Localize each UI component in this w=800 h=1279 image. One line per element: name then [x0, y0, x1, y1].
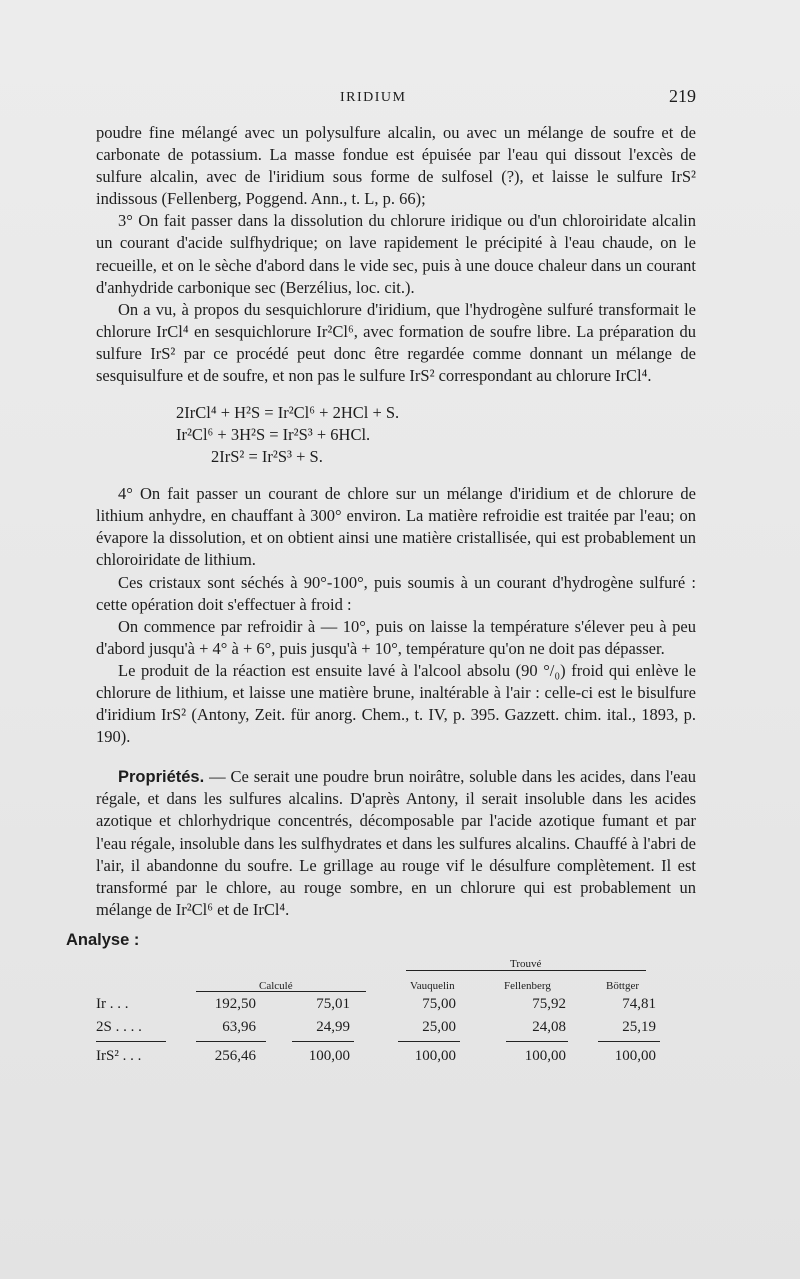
equation-2: Ir²Cl⁶ + 3H²S = Ir²S³ + 6HCl.	[176, 425, 371, 445]
calc-percent-cell: 24,99	[316, 1019, 350, 1035]
paragraph-continuation: poudre fine mélangé avec un polysulfure alcalin, ou avec un mélange de soufre et de carbonate de potassium. La masse fondue est épuisée par l'eau qui dissout l'excès de sulfure alcalin, avec de l'iridium sous forme de sulfosel (?), et laisse le sulfure IrS² indissous (Fellenberg, Poggend. Ann., t. L, p. 66);	[96, 123, 696, 209]
fellenberg-cell: 100,00	[524, 1048, 566, 1064]
fellenberg-cell: 24,08	[532, 1019, 566, 1035]
body-text	[66, 122, 696, 1093]
analysis-table	[96, 953, 696, 1093]
group-header-calcule: Calculé	[259, 980, 293, 992]
row-label: 2S . . . .	[96, 1019, 142, 1035]
row-label: Ir . . .	[96, 996, 129, 1012]
calcule-rule	[196, 991, 366, 992]
equation-block	[176, 402, 696, 468]
calc-mass-cell: 63,96	[222, 1019, 256, 1035]
sum-rule	[598, 1041, 660, 1042]
table-row-s	[96, 1016, 696, 1040]
page-header	[0, 86, 800, 114]
fellenberg-cell: 75,92	[532, 996, 566, 1012]
trouve-rule	[406, 970, 646, 971]
table-row-ir	[96, 993, 696, 1017]
properties-text: — Ce serait une poudre brun noirâtre, soluble dans les acides, dans l'eau régale, et dans les sulfures alcalins. D'après Antony, il serait insoluble dans les acides azotique et chlorhydrique concentrés, décomposable par l'acide azotique fumant et par l'eau régale, insoluble dans les sulfhydrates et dans les sulfures alcalins. Chauffé à l'abri de l'air, il abandonne du soufre. Le grillage au rouge vif le désulfure complètement. Il est transformé par le chlore, au rouge sombre, en un chlorure qui est probablement un mélange de Ir²Cl⁶ et de IrCl⁴.	[96, 767, 696, 919]
paragraph-product: Le produit de la réaction est ensuite lavé à l'alcool absolu (90 °/₀) froid qui enlève le chlorure de lithium, et laisse une matière brune, inaltérable à l'air : celle-ci est le bisulfure d'iridium IrS² (Antony, Zeit. für anorg. Chem., t. IV, p. 395. Gazzett. chim. ital., 1893, p. 190).	[96, 660, 696, 747]
group-header-trouve: Trouvé	[510, 958, 542, 970]
paragraph-method-3: 3° On fait passer dans la dissolution du chlorure iridique ou d'un chloroiridate alcalin un courant d'acide sulfhydrique; on lave rapidement le précipité à l'eau chaude, on le recueille, et on le sèche d'abord dans le vide sec, puis à une douce chaleur dans un courant d'anhydride carbonique sec (Berzélius, loc. cit.).	[96, 211, 696, 297]
equation-3: 2IrS² = Ir²S³ + S.	[211, 447, 323, 467]
sum-rule	[506, 1041, 568, 1042]
sum-rule	[398, 1041, 460, 1042]
sum-rule	[96, 1041, 166, 1042]
calc-percent-cell: 75,01	[316, 996, 350, 1012]
calc-mass-cell: 192,50	[214, 996, 256, 1012]
bottger-cell: 100,00	[614, 1048, 656, 1064]
calc-percent-cell: 100,00	[308, 1048, 350, 1064]
column-header-vauquelin: Vauquelin	[410, 980, 455, 992]
calc-mass-cell: 256,46	[214, 1048, 256, 1064]
running-title: IRIDIUM	[340, 90, 407, 105]
sum-rule	[196, 1041, 266, 1042]
properties-heading: Propriétés.	[118, 768, 205, 787]
column-header-bottger: Böttger	[606, 980, 639, 992]
column-header-fellenberg: Fellenberg	[504, 980, 551, 992]
paragraph-properties	[96, 766, 696, 921]
vauquelin-cell: 100,00	[414, 1048, 456, 1064]
paragraph-method-4: 4° On fait passer un courant de chlore sur un mélange d'iridium et de chlorure de lithium anhydre, en chauffant à 300° environ. La matière refroidie est traitée par l'eau; on évapore la dissolution, et on obtient ainsi une matière cristallisée, qui est probablement un chloroiridate de lithium.	[96, 484, 696, 570]
analysis-heading: Analyse :	[66, 930, 140, 949]
paragraph-cooling: On commence par refroidir à — 10°, puis on laisse la température s'élever peu à peu d'abord jusqu'à + 4° à + 6°, puis jusqu'à + 10°, température qu'on ne doit pas dépasser.	[96, 616, 696, 658]
bottger-cell: 74,81	[622, 996, 656, 1012]
row-label: IrS² . . .	[96, 1048, 142, 1064]
bottger-cell: 25,19	[622, 1019, 656, 1035]
vauquelin-cell: 75,00	[422, 996, 456, 1012]
sum-rule	[292, 1041, 354, 1042]
table-row-total	[96, 1045, 696, 1069]
paragraph-drying: Ces cristaux sont séchés à 90°-100°, puis soumis à un courant d'hydrogène sulfuré : cette opération doit s'effectuer à froid :	[96, 572, 696, 614]
page-number: 219	[669, 86, 696, 106]
vauquelin-cell: 25,00	[422, 1019, 456, 1035]
equation-1: 2IrCl⁴ + H²S = Ir²Cl⁶ + 2HCl + S.	[176, 403, 400, 423]
paragraph-remark: On a vu, à propos du sesquichlorure d'iridium, que l'hydrogène sulfuré transformait le chlorure IrCl⁴ en sesquichlorure Ir²Cl⁶, avec formation de soufre libre. La préparation du sulfure IrS² par ce procédé peut donc être regardée comme donnant un mélange de sesquisulfure et de soufre, et non pas le sulfure IrS² correspondant au chlorure IrCl⁴.	[96, 299, 696, 386]
